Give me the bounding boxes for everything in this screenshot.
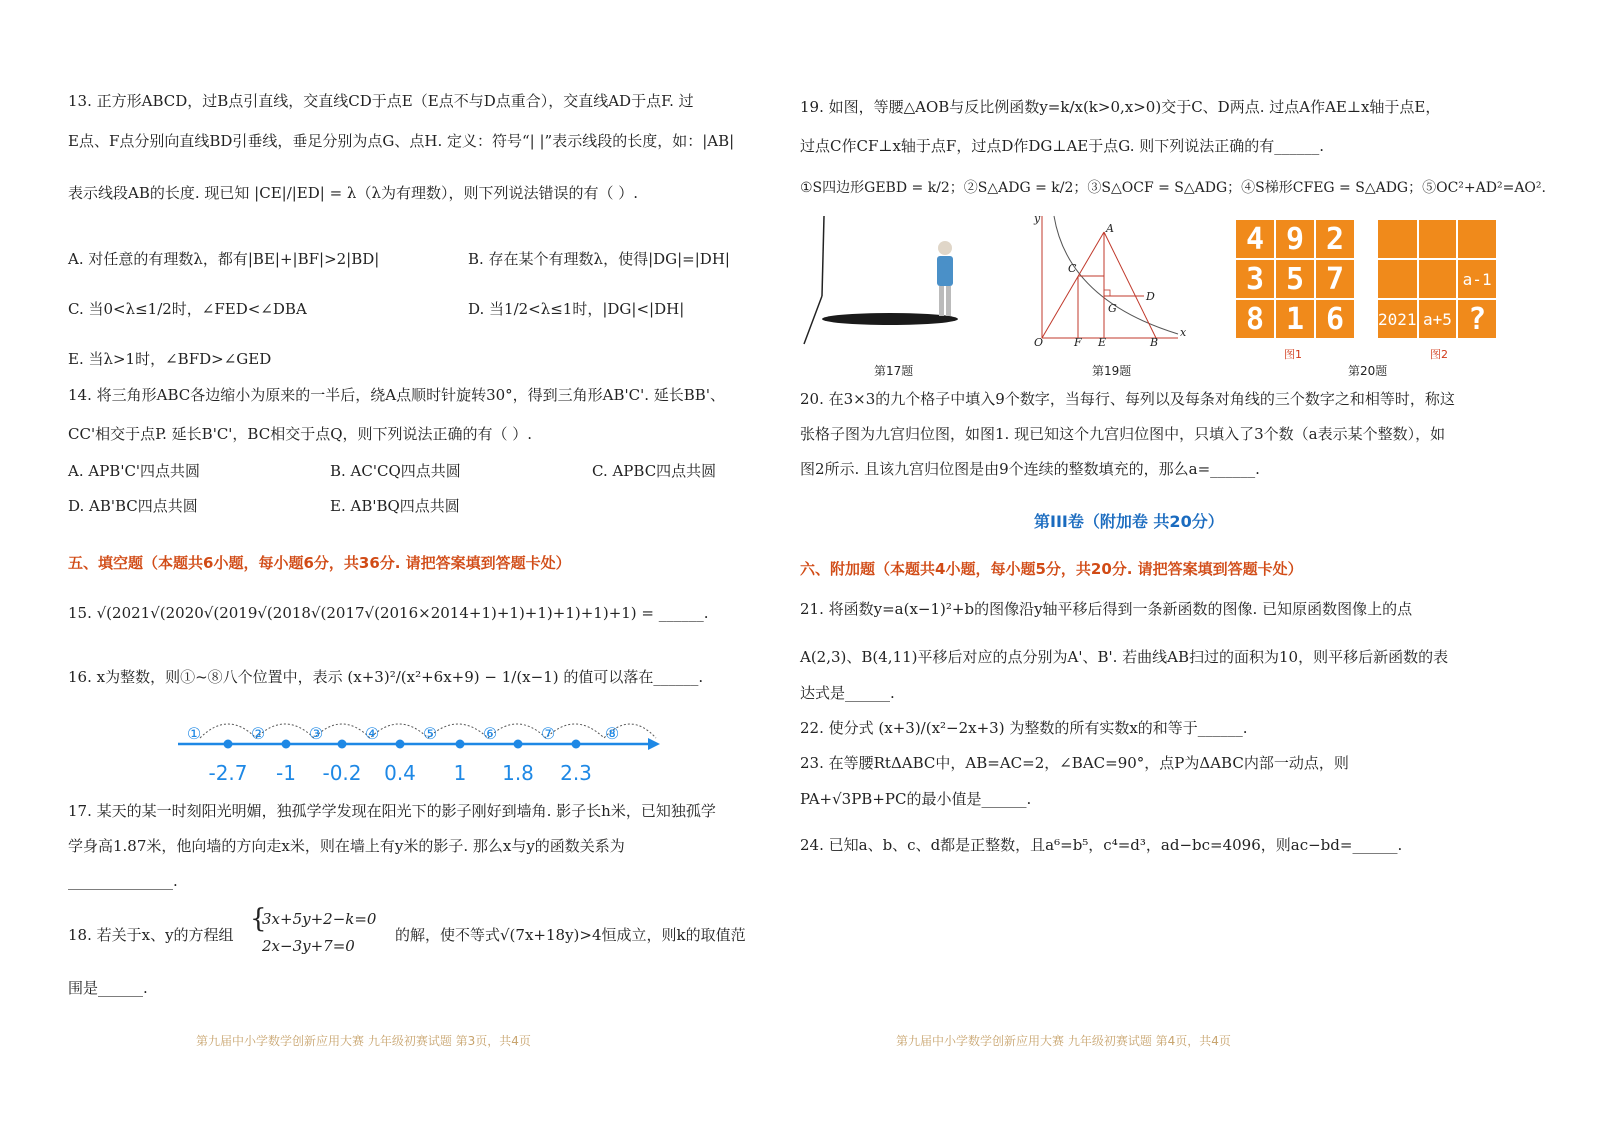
q13-line3: 表示线段AB的长度. 现已知 |CE|/|ED| = λ（λ为有理数），则下列说法错误的有（ ）.: [68, 184, 638, 202]
footer-left: 第九届中小学数学创新应用大赛 九年级初赛试题 第3页，共4页: [196, 1034, 531, 1048]
figure-19-label: O: [1034, 336, 1044, 346]
wall-line: [822, 216, 824, 296]
magic-square-cell: [1419, 220, 1457, 258]
q14-line1: 14. 将三角形ABC各边缩小为原来的一半后，绕A点顺时针旋转30°，得到三角形AB'C'. 延长BB'、: [68, 386, 725, 404]
number-line-point: [514, 740, 523, 749]
person-body: [937, 256, 953, 286]
section-5-heading: 五、填空题（本题共6小题，每小题6分，共36分. 请把答案填到答题卡处）: [68, 554, 571, 572]
magic-square-cell: [1419, 260, 1457, 298]
figure-19-label: x: [1180, 326, 1187, 339]
q13-line1: 13. 正方形ABCD，过B点引直线，交直线CD于点E（E点不与D点重合），交直线AD于点F. 过: [68, 92, 694, 110]
footer-right: 第九届中小学数学创新应用大赛 九年级初赛试题 第4页，共4页: [896, 1034, 1231, 1048]
q23-line2: PA+√3PB+PC的最小值是______.: [800, 790, 1032, 808]
q14-option-b: B. AC'CQ四点共圆: [330, 462, 461, 480]
figure-20-caption: 第20题: [1348, 364, 1388, 378]
q19-line2: 过点C作CF⊥x轴于点F，过点D作DG⊥AE于点G. 则下列说法正确的有______.: [800, 137, 1325, 155]
figure-1-caption: 图1: [1284, 348, 1302, 361]
figure-17: [800, 212, 990, 350]
number-line-position-marker: ②: [250, 724, 266, 743]
figure-19-label: E: [1098, 336, 1107, 346]
shadow-shape: [822, 313, 958, 325]
q23-line1: 23. 在等腰RtΔABC中，AB=AC=2，∠BAC=90°，点P为ΔABC内部一动点，则: [800, 754, 1349, 772]
number-line-arrow-icon: [648, 738, 660, 750]
q20-line2: 张格子图为九宫归位图，如图1. 现已知这个九宫归位图中，只填入了3个数（a表示某个整数），如: [800, 425, 1446, 443]
q13-line2: E点、F点分别向直线BD引垂线，垂足分别为点G、点H. 定义：符号“| |”表示线段的长度，如：|AB|: [68, 132, 735, 150]
number-line-position-marker: ①: [186, 724, 202, 743]
figure-19-label: y: [1034, 212, 1041, 225]
q16: 16. x为整数，则①~⑧八个位置中，表示 (x+3)²/(x²+6x+9) − 1/(x−1) 的值可以落在______.: [68, 668, 704, 686]
number-line-position-marker: ⑤: [422, 724, 438, 743]
number-line-value: -2.7: [208, 761, 248, 785]
brace-icon: {: [250, 904, 267, 934]
q18-prefix: 18. 若关于x、y的方程组: [68, 926, 234, 944]
number-line-point: [338, 740, 347, 749]
person-leg-right: [946, 286, 951, 316]
q18-line2: 围是______.: [68, 979, 148, 997]
number-line-position-marker: ⑦: [540, 724, 556, 743]
q21-line2: A(2,3)、B(4,11)平移后对应的点分别为A'、B'. 若曲线AB扫过的面积为10，则平移后新函数的表: [800, 648, 1449, 666]
figure-19-label: G: [1108, 302, 1117, 315]
figure-19-label: C: [1068, 262, 1077, 275]
q21-line3: 达式是______.: [800, 684, 895, 702]
figure-19-caption: 第19题: [1092, 364, 1132, 378]
q19-line1: 19. 如图，等腰△AOB与反比例函数y=k/x(k>0,x>0)交于C、D两点. 过点A作AE⊥x轴于点E，: [800, 98, 1441, 116]
figure-19: [1028, 210, 1192, 346]
number-line-point: [572, 740, 581, 749]
figure-19-label: A: [1106, 222, 1114, 235]
number-line-position-marker: ⑧: [604, 724, 620, 743]
q13-option-a: A. 对任意的有理数λ，都有|BE|+|BF|>2|BD|: [68, 250, 380, 268]
number-line-figure: [170, 708, 670, 790]
q14-option-d: D. AB'BC四点共圆: [68, 497, 198, 515]
q13-option-e: E. 当λ>1时，∠BFD>∠GED: [68, 350, 272, 368]
number-line-value: 0.4: [384, 761, 416, 785]
magic-square-cell: 4: [1236, 220, 1274, 258]
q14-option-c: C. APBC四点共圆: [592, 462, 717, 480]
magic-square-2: [1376, 218, 1498, 340]
number-line-point: [224, 740, 233, 749]
magic-square-cell: a+5: [1419, 300, 1457, 338]
q17-line2: 学身高1.87米，他向墙的方向走x米，则在墙上有y米的影子. 那么x与y的函数关系为: [68, 837, 625, 855]
number-line-value: -1: [276, 761, 296, 785]
figure-19-label: D: [1146, 290, 1155, 303]
q18-equation-2: 2x−3y+7=0: [262, 937, 355, 955]
hyperbola-curve: [1054, 216, 1178, 334]
magic-square-cell: 1: [1276, 300, 1314, 338]
figure-19-label: F: [1074, 336, 1082, 346]
page-4: [800, 0, 1600, 1129]
number-line-value: 1: [453, 761, 467, 785]
magic-square-cell: [1378, 260, 1417, 298]
magic-square-1: [1234, 218, 1356, 340]
number-line-point: [396, 740, 405, 749]
right-angle-mark: [1104, 290, 1110, 296]
figure-2-caption: 图2: [1430, 348, 1448, 361]
q14-option-a: A. APB'C'四点共圆: [68, 462, 201, 480]
q18-suffix: 的解，使不等式√(7x+18y)>4恒成立，则k的取值范: [395, 926, 746, 944]
q14-line2: CC'相交于点P. 延长B'C'，BC相交于点Q，则下列说法正确的有（ ）.: [68, 425, 533, 443]
magic-square-cell: 2: [1316, 220, 1354, 258]
magic-square-cell: [1378, 220, 1417, 258]
q14-option-e: E. AB'BQ四点共圆: [330, 497, 460, 515]
number-line-position-marker: ③: [308, 724, 324, 743]
person-leg-left: [939, 286, 944, 316]
number-line-value: 1.8: [502, 761, 534, 785]
magic-square-cell: 9: [1276, 220, 1314, 258]
magic-square-cell: 8: [1236, 300, 1274, 338]
magic-square-cell: 5: [1276, 260, 1314, 298]
ground-line: [804, 296, 822, 344]
q20-line3: 图2所示. 且该九宫归位图是由9个连续的整数填充的，那么a=______.: [800, 460, 1260, 478]
person-head: [938, 241, 952, 255]
magic-square-cell: ?: [1458, 300, 1496, 338]
q24: 24. 已知a、b、c、d都是正整数，且a⁶=b⁵，c⁴=d³，ad−bc=4096，则ac−bd=______.: [800, 836, 1403, 854]
q13-option-c: C. 当0<λ≤1/2时，∠FED<∠DBA: [68, 300, 307, 318]
figure-19-label: B: [1150, 336, 1159, 346]
q13-option-d: D. 当1/2<λ≤1时，|DG|<|DH|: [468, 300, 685, 318]
q21-line1: 21. 将函数y=a(x−1)²+b的图像沿y轴平移后得到一条新函数的图像. 已知原函数图像上的点: [800, 600, 1413, 618]
side-oa: [1042, 232, 1104, 338]
magic-square-cell: [1458, 220, 1496, 258]
magic-square-cell: 3: [1236, 260, 1274, 298]
q18-equation-1: 3x+5y+2−k=0: [262, 910, 377, 928]
q15: 15. √(2021√(2020√(2019√(2018√(2017√(2016×2014+1)+1)+1)+1)+1)+1) = ______.: [68, 604, 709, 622]
number-line-value: -0.2: [322, 761, 362, 785]
side-ab: [1104, 232, 1156, 338]
number-line-position-marker: ④: [364, 724, 380, 743]
section-6-heading: 六、附加题（本题共4小题，每小题5分，共20分. 请把答案填到答题卡处）: [800, 560, 1303, 578]
q17-line1: 17. 某天的某一时刻阳光明媚，独孤学学发现在阳光下的影子刚好到墙角. 影子长h米，已知独孤学: [68, 802, 716, 820]
magic-square-cell: 6: [1316, 300, 1354, 338]
number-line-point: [456, 740, 465, 749]
number-line-point: [282, 740, 291, 749]
magic-square-cell: 2021: [1378, 300, 1417, 338]
q13-option-b: B. 存在某个有理数λ，使得|DG|=|DH|: [468, 250, 730, 268]
figure-17-caption: 第17题: [874, 364, 914, 378]
volume-3-title: 第III卷（附加卷 共20分）: [1034, 512, 1224, 531]
number-line-value: 2.3: [560, 761, 592, 785]
q19-line3: ①S四边形GEBD = k/2；②S△ADG = k/2；③S△OCF = S△ADG；④S梯形CFEG = S△ADG；⑤OC²+AD²=AO².: [800, 180, 1546, 196]
magic-square-cell: 7: [1316, 260, 1354, 298]
number-line-position-marker: ⑥: [482, 724, 498, 743]
q22: 22. 使分式 (x+3)/(x²−2x+3) 为整数的所有实数x的和等于______.: [800, 719, 1248, 737]
magic-square-cell: a-1: [1458, 260, 1496, 298]
q20-line1: 20. 在3×3的九个格子中填入9个数字，当每行、每列以及每条对角线的三个数字之和相等时，称这: [800, 390, 1455, 408]
q17-line3: ______________.: [68, 872, 178, 890]
